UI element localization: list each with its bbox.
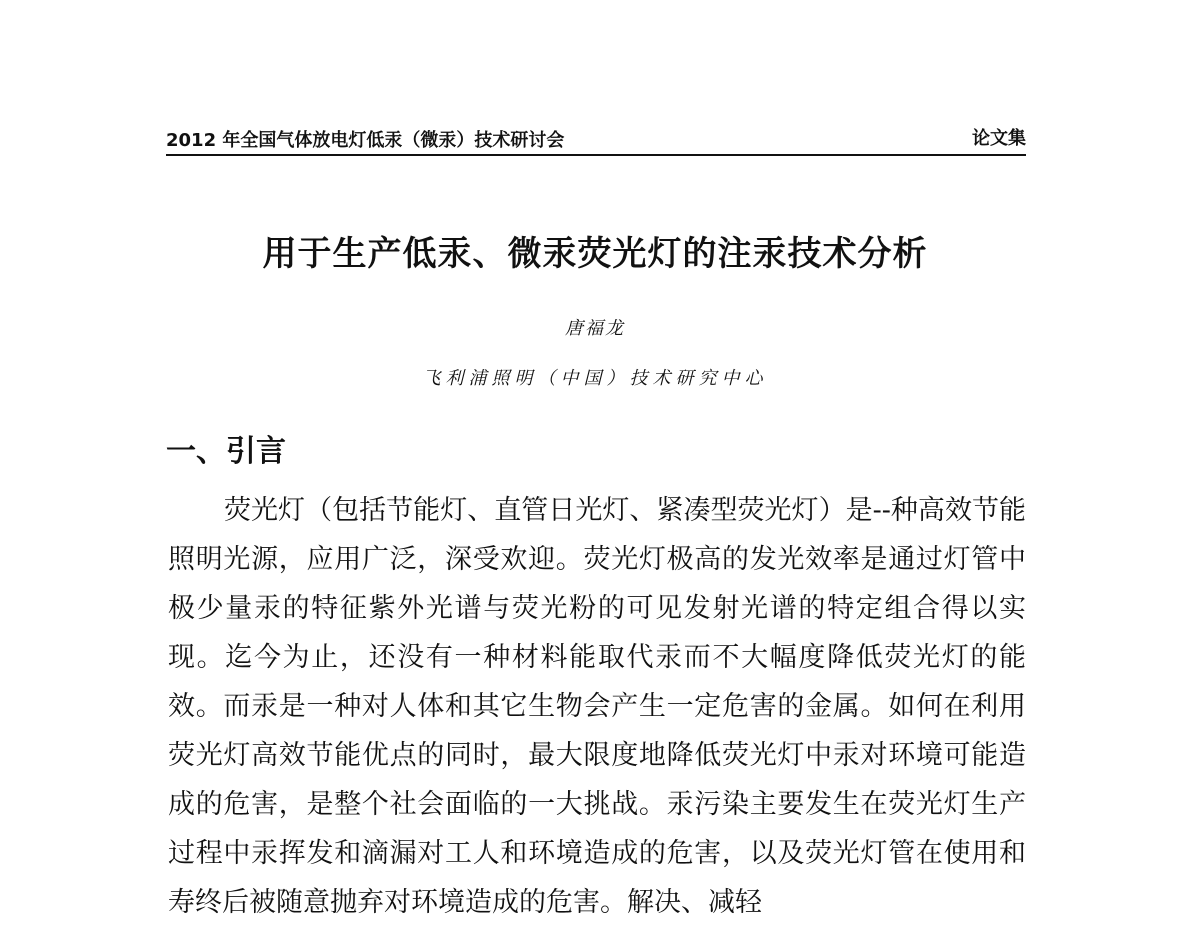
body-paragraph: 荧光灯（包括节能灯、直管日光灯、紧凑型荧光灯）是--种高效节能照明光源，应用广泛，深受欢迎。荧光灯极高的发光效率是通过灯管中极少量汞的特征紫外光谱与荧光粉的可见发射光谱的特定组合得以实现。迄今为止，还没有一种材料能取代汞而不大幅度降低荧光灯的能效。而汞是一种对人体和其它生物会产生一定危害的金属。如何在利用荧光灯高效节能优点的同时，最大限度地降低荧光灯中汞对环境可能造成的危害，是整个社会面临的一大挑战。汞污染主要发生在荧光灯生产过程中汞挥发和滴漏对工人和环境造成的危害，以及荧光灯管在使用和寿终后被随意抛弃对环境造成的危害。解决、减轻 — [168, 495, 1026, 918]
collection-label: 论文集 — [972, 128, 1026, 149]
paper-title: 用于生产低汞、微汞荧光灯的注汞技术分析 — [262, 234, 928, 274]
author-name: 唐福龙 — [565, 318, 625, 339]
section-heading: 一、引言 — [166, 434, 286, 469]
author-affiliation: 飞利浦照明（中国）技术研究中心 — [422, 368, 768, 389]
conference-name: 2012 年全国气体放电灯低汞（微汞）技术研讨会 — [166, 130, 565, 151]
running-header — [166, 124, 1026, 156]
